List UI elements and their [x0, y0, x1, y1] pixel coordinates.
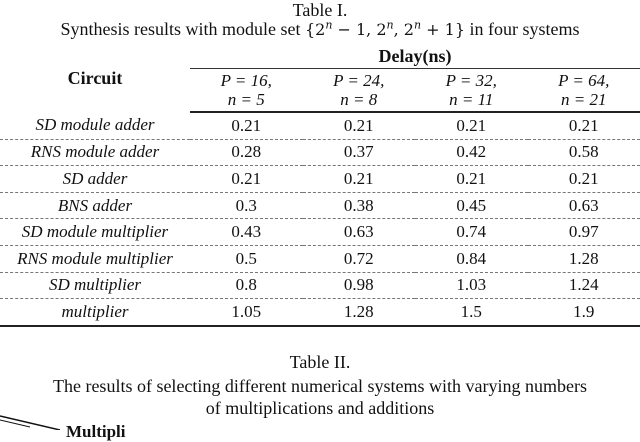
column-header-2: [303, 69, 416, 113]
delay-value: 0.42: [415, 139, 528, 166]
table-row: [0, 139, 640, 166]
table1: [0, 44, 640, 327]
delay-value: 0.3: [190, 192, 303, 219]
delay-value: 1.5: [415, 299, 528, 326]
delay-value: 0.8: [190, 272, 303, 299]
column-header-n: n = 11: [415, 90, 528, 109]
delay-value: 0.63: [528, 192, 640, 219]
row-circuit-name: SD module multiplier: [0, 219, 190, 246]
table1-module-set: {$2^n - 1$, 2$^n$, $2^n + 1$}: [305, 20, 465, 39]
column-header-4: [528, 69, 640, 113]
column-header-n: n = 5: [190, 90, 303, 109]
table1-label: Table I.: [0, 0, 640, 20]
delay-value: 1.9: [528, 299, 640, 326]
table2-title-line1: The results of selecting different numerical systems with varying numbers: [0, 376, 640, 396]
delay-value: 0.21: [190, 166, 303, 193]
delay-value: 0.74: [415, 219, 528, 246]
table-row: [0, 299, 640, 326]
table2-title-line2: of multiplications and additions: [0, 398, 640, 418]
delay-value: 0.72: [303, 245, 416, 272]
row-circuit-name: RNS module multiplier: [0, 245, 190, 272]
column-header-p: P = 64,: [528, 71, 640, 90]
column-header-n: n = 8: [303, 90, 416, 109]
delay-value: 0.37: [303, 139, 416, 166]
table-row: [0, 192, 640, 219]
column-header-p: P = 24,: [303, 71, 416, 90]
delay-value: 1.05: [190, 299, 303, 326]
row-circuit-name: SD adder: [0, 166, 190, 193]
diagonal-header-line: [0, 414, 60, 430]
delay-value: 1.28: [303, 299, 416, 326]
delay-value: 0.28: [190, 139, 303, 166]
column-header-p: P = 16,: [190, 71, 303, 90]
table-row: [0, 272, 640, 299]
delay-value: 0.21: [303, 166, 416, 193]
delay-value: 1.28: [528, 245, 640, 272]
delay-value: 0.5: [190, 245, 303, 272]
column-header-3: [415, 69, 528, 113]
delay-value: 0.97: [528, 219, 640, 246]
delay-value: 0.63: [303, 219, 416, 246]
table1-title: [0, 19, 640, 40]
delay-value: 0.43: [190, 219, 303, 246]
delay-value: 1.24: [528, 272, 640, 299]
delay-value: 0.21: [528, 166, 640, 193]
delay-value: 0.84: [415, 245, 528, 272]
column-header-p: P = 32,: [415, 71, 528, 90]
delay-value: 0.45: [415, 192, 528, 219]
table2-label: Table II.: [0, 352, 640, 372]
delay-value: 0.38: [303, 192, 416, 219]
row-circuit-name: SD multiplier: [0, 272, 190, 299]
row-circuit-name: RNS module adder: [0, 139, 190, 166]
table2-partial-header: Multipli: [66, 422, 126, 442]
header-delay: Delay(ns): [190, 44, 640, 69]
delay-value: 0.58: [528, 139, 640, 166]
row-circuit-name: multiplier: [0, 299, 190, 326]
table-row: [0, 166, 640, 193]
delay-value: 0.21: [190, 112, 303, 139]
table1-title-prefix: Synthesis results with module set: [60, 19, 305, 39]
column-header-1: [190, 69, 303, 113]
table1-title-suffix: in four systems: [465, 19, 580, 39]
delay-value: 0.21: [415, 112, 528, 139]
table-row: [0, 219, 640, 246]
delay-value: 0.21: [303, 112, 416, 139]
header-circuit: Circuit: [0, 44, 190, 112]
delay-value: 0.21: [415, 166, 528, 193]
row-circuit-name: SD module adder: [0, 112, 190, 139]
table-row: [0, 112, 640, 139]
row-circuit-name: BNS adder: [0, 192, 190, 219]
delay-value: 0.98: [303, 272, 416, 299]
column-header-n: n = 21: [528, 90, 640, 109]
table-row: [0, 245, 640, 272]
delay-value: 1.03: [415, 272, 528, 299]
delay-value: 0.21: [528, 112, 640, 139]
